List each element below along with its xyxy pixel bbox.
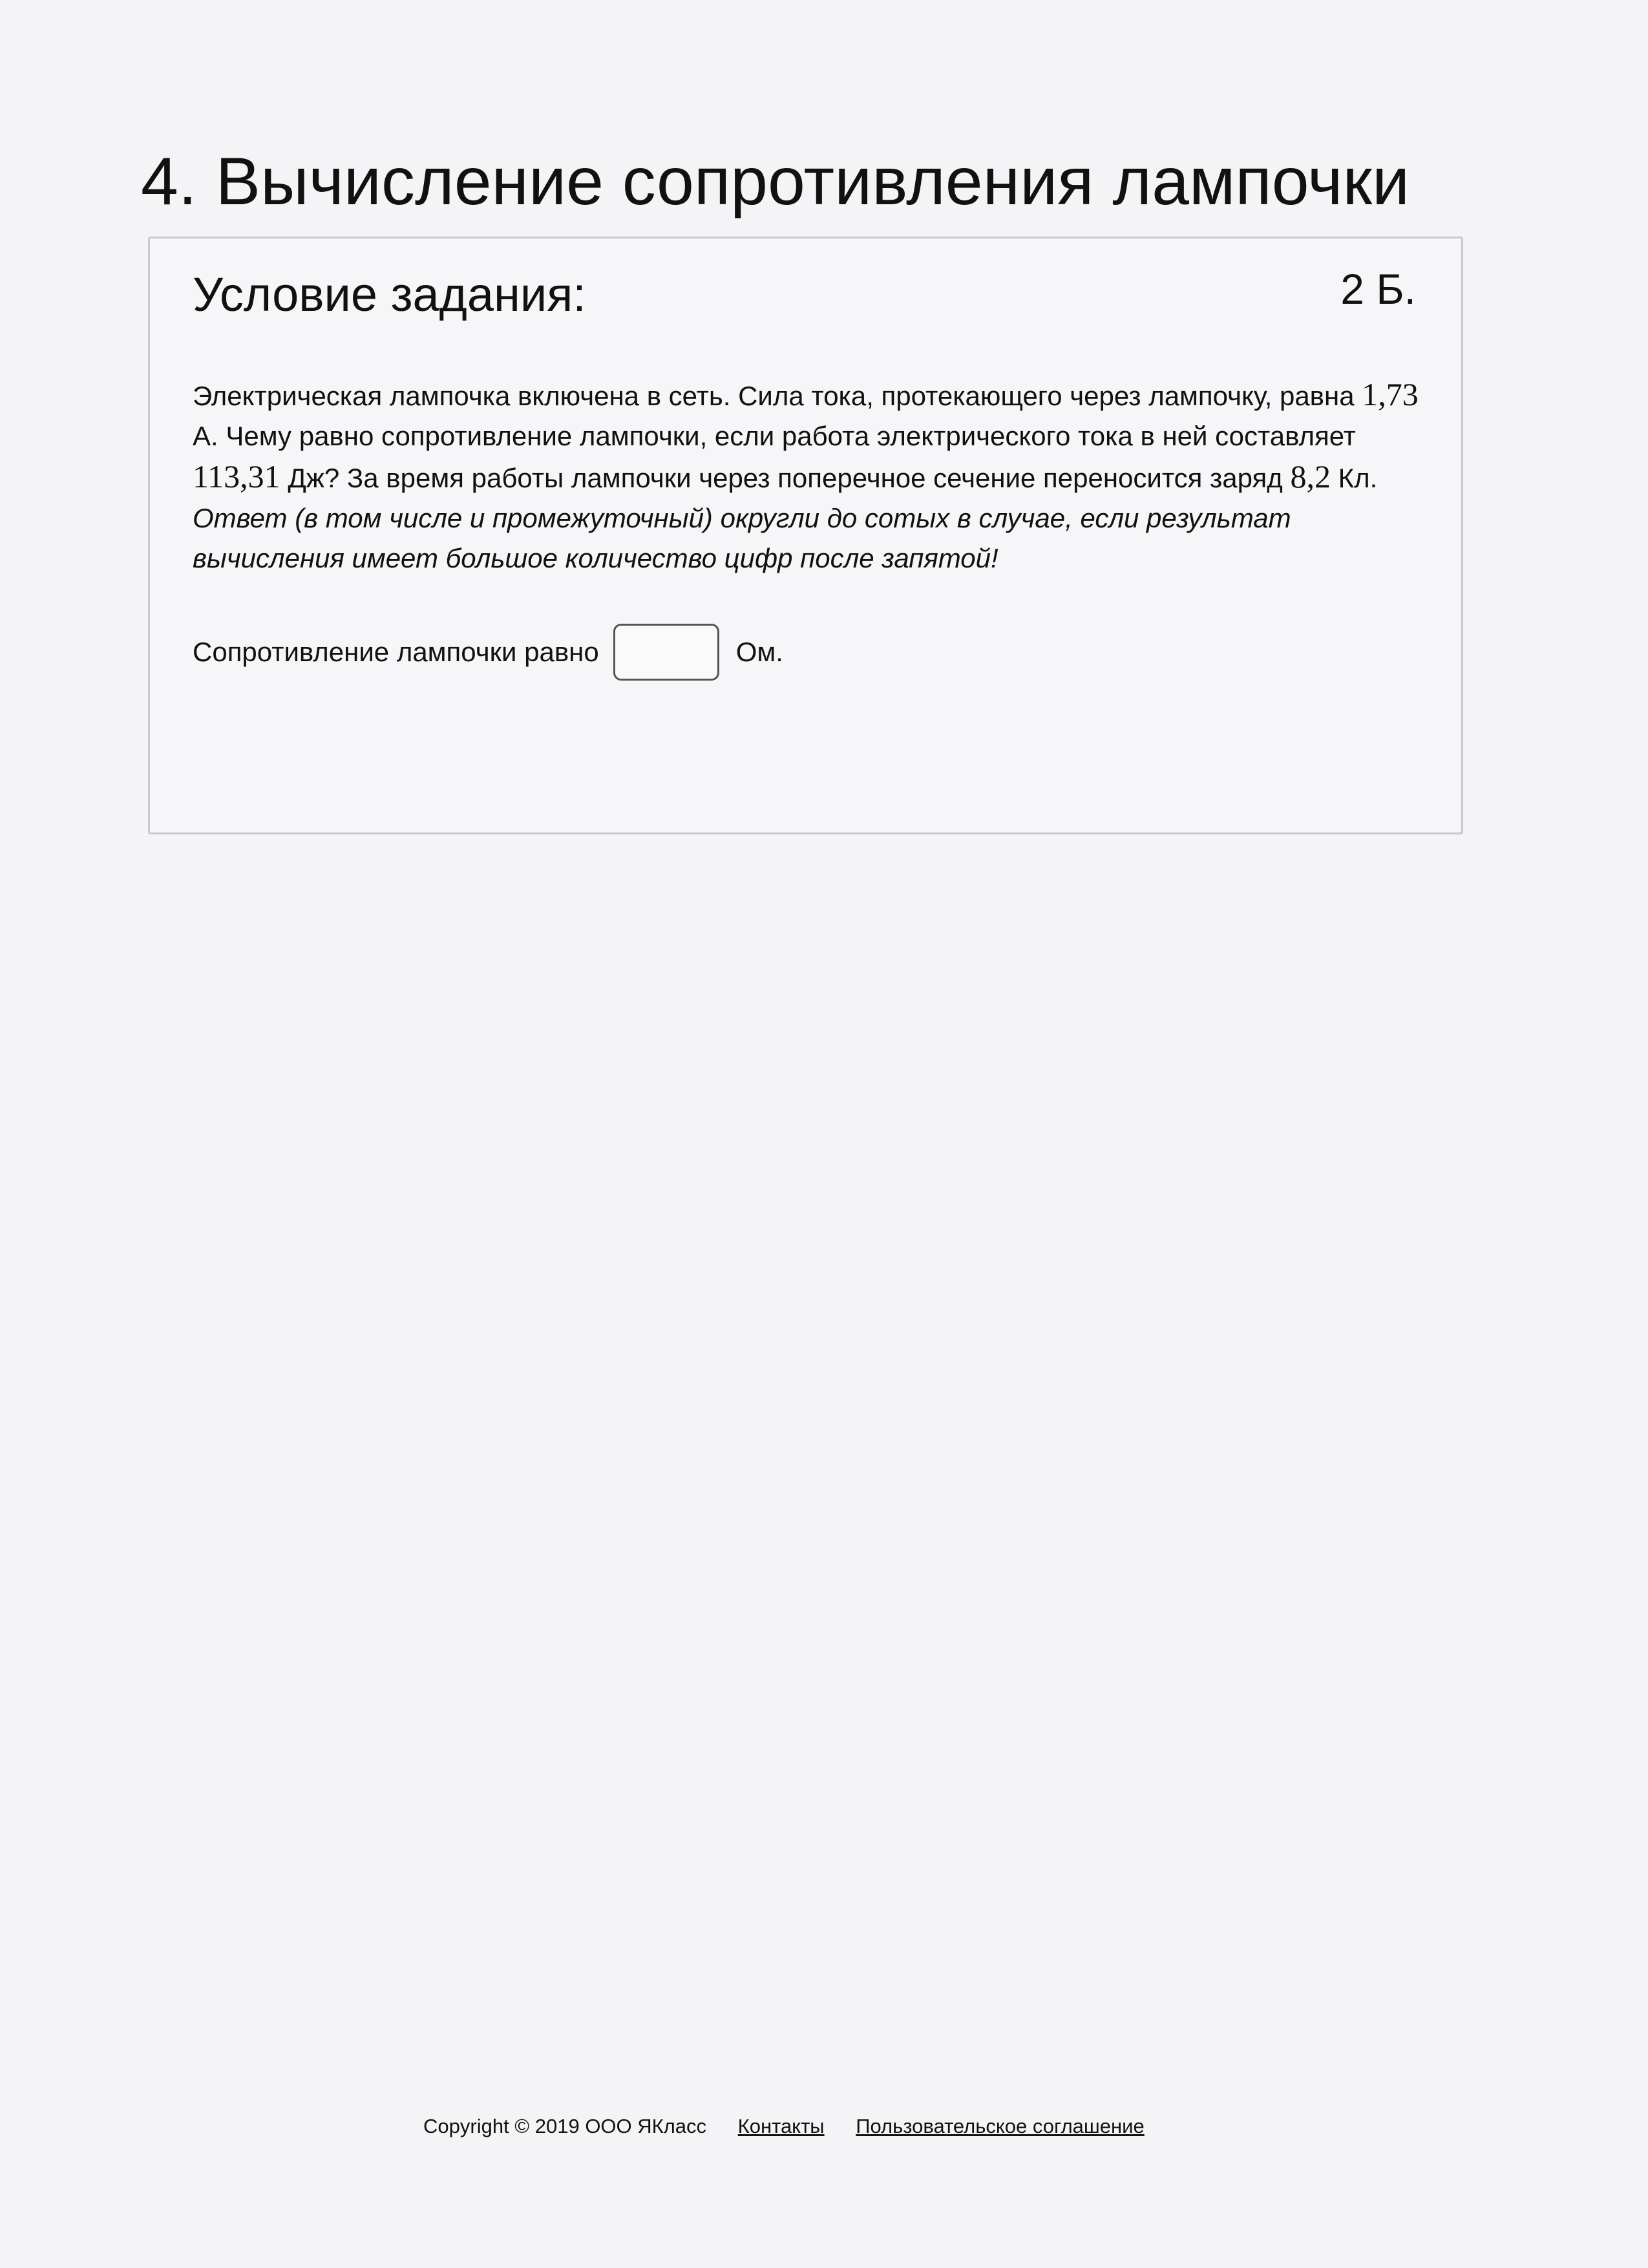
answer-row: [193, 620, 783, 684]
problem-statement: [193, 374, 1421, 498]
rounding-note: Ответ (в том числе и промежуточный) округли до сотых в случае, если результат вычисления имеет большое количество цифр после запятой!: [193, 503, 1291, 573]
condition-heading: Условие задания:: [193, 268, 586, 321]
problem-text-part-4: Кл.: [1330, 463, 1378, 493]
answer-label: Сопротивление лампочки равно: [193, 637, 599, 667]
problem-text-part-3: Дж? За время работы лампочки через поперечное сечение переносится заряд: [280, 463, 1291, 493]
task-card: [148, 237, 1463, 834]
points-badge: 2 Б.: [1340, 265, 1416, 313]
resistance-answer-input[interactable]: [613, 624, 719, 681]
contacts-link[interactable]: Контакты: [737, 2115, 825, 2137]
copyright-text: Copyright © 2019 ООО ЯКласс: [423, 2115, 707, 2137]
problem-text-part-1: Электрическая лампочка включена в сеть. Сила тока, протекающего через лампочку, равна: [193, 381, 1362, 411]
problem-text: [193, 374, 1421, 578]
problem-text-part-2: А. Чему равно сопротивление лампочки, если работа электрического тока в ней составляет: [193, 421, 1356, 451]
work-value: 113,31: [193, 458, 280, 494]
user-agreement-link[interactable]: Пользовательское соглашение: [856, 2115, 1145, 2137]
task-title: 4. Вычисление сопротивления лампочки: [141, 144, 1410, 219]
footer: [423, 2115, 1145, 2138]
current-value: 1,73: [1362, 376, 1419, 412]
charge-value: 8,2: [1290, 458, 1331, 494]
answer-unit: Ом.: [735, 637, 783, 667]
